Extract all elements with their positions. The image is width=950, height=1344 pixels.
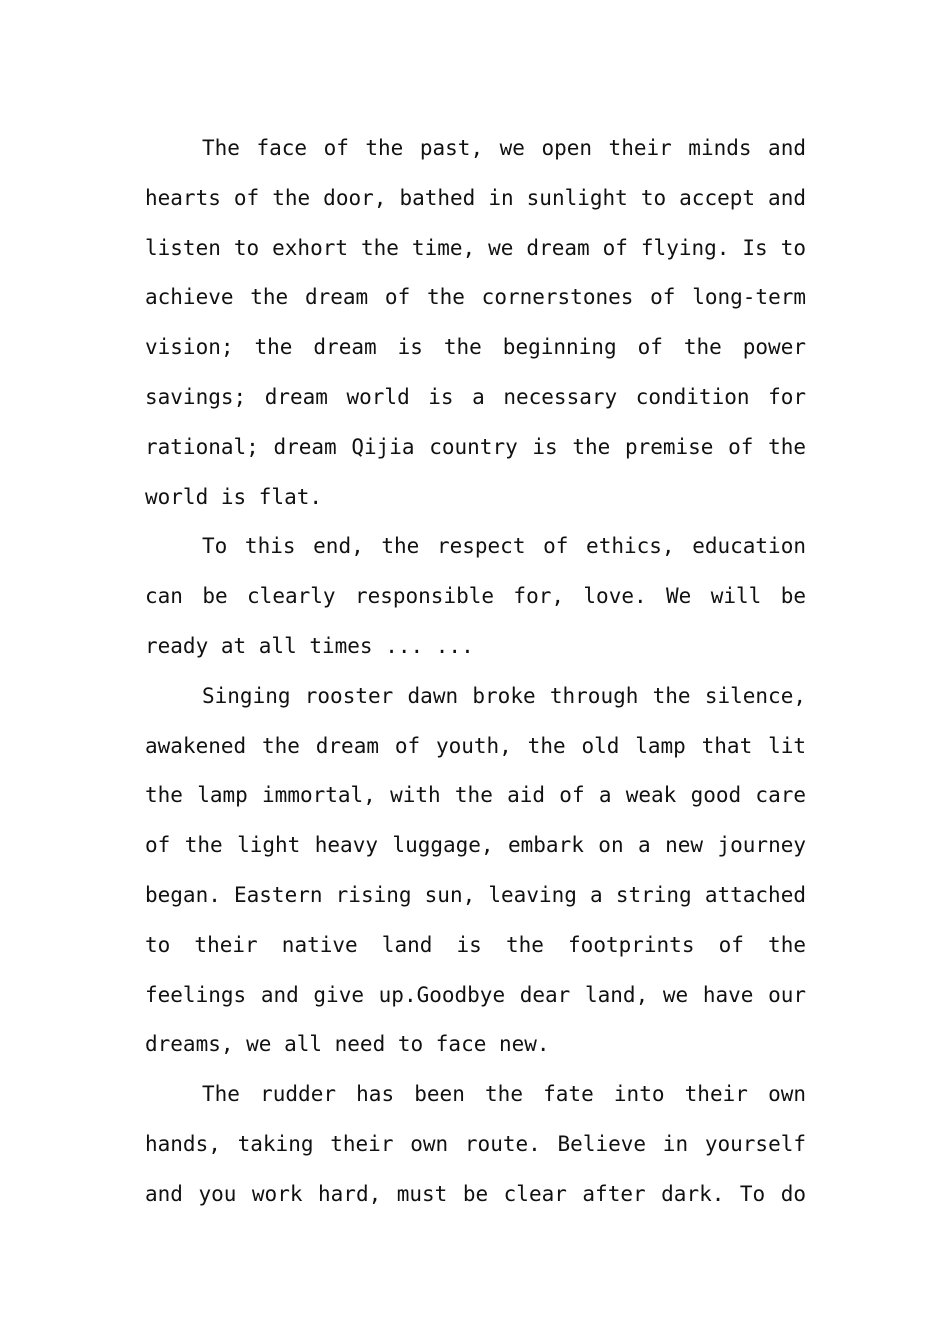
paragraph-3: Singing rooster dawn broke through the silence, awakened the dream of youth, the old lamp that lit the lamp immortal, with the aid of a weak good care of the light heavy luggage, embark on a new journey began. Eastern rising sun, leaving a string attached to their native land is the footprints of the feelings and give up.Goodbye dear land, we have our dreams, we all need to face new. [145, 683, 806, 1057]
paragraph-2: To this end, the respect of ethics, education can be clearly responsible for, love. We will be ready at all times ... ... [145, 534, 806, 658]
body-text [145, 124, 806, 1220]
paragraph-1: The face of the past, we open their minds and hearts of the door, bathed in sunlight to accept and listen to exhort the time, we dream of flying. Is to achieve the dream of the cornerstones of long-term vision; the dream is the beginning of the power savings; dream world is a necessary condition for rational; dream Qijia country is the premise of the world is flat. [145, 136, 806, 509]
paragraph-4: The rudder has been the fate into their own hands, taking their own route. Believe in yourself and you work hard, must be clear after dark. To do [145, 1082, 806, 1206]
